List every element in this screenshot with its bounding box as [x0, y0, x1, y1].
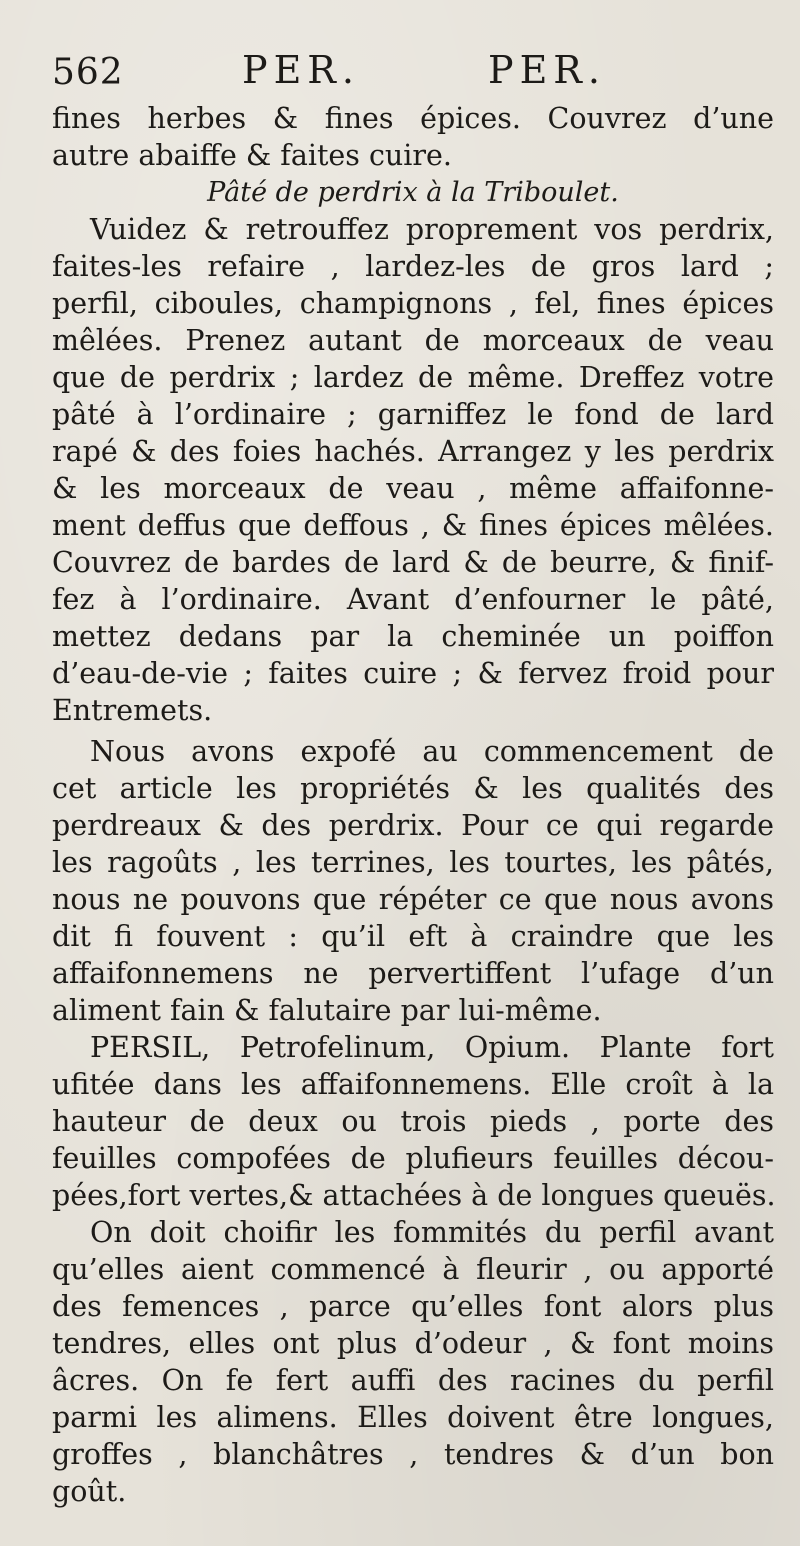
text-line: affaifonnemens ne pervertiffent l’ufage d’un — [52, 957, 774, 990]
text-line: pâté à l’ordinaire ; garniffez le fond de lard — [52, 398, 774, 431]
text-line: tendres, elles ont plus d’odeur , & font moins — [52, 1327, 774, 1360]
text-line: parmi les alimens. Elles doivent être longues, — [52, 1401, 774, 1434]
running-head-right: PER. — [488, 48, 606, 92]
text-line: que de perdrix ; lardez de même. Dreffez votre — [52, 361, 774, 394]
text-line: hauteur de deux ou trois pieds , porte des — [52, 1105, 774, 1138]
text-line: ment deffus que deffous , & fines épices mêlées. — [52, 509, 774, 542]
text-line: fez à l’ordinaire. Avant d’enfourner le pâté, — [52, 583, 774, 616]
text-line: des femences , parce qu’elles font alors plus — [52, 1290, 774, 1323]
text-line: & les morceaux de veau , même affaifonne- — [52, 472, 774, 505]
text-line: groffes , blanchâtres , tendres & d’un bon — [52, 1438, 774, 1471]
running-head-left: PER. — [242, 48, 360, 92]
text-line: pées,fort vertes,& attachées à de longues queuës. — [52, 1179, 776, 1212]
text-line: aliment fain & falutaire par lui-même. — [52, 994, 602, 1027]
text-line: âcres. On fe fert auffi des racines du perfil — [52, 1364, 774, 1397]
text-line: ufitée dans les affaifonnemens. Elle croît à la — [52, 1068, 774, 1101]
text-line: qu’elles aient commencé à fleurir , ou apporté — [52, 1253, 774, 1286]
text-line: nous ne pouvons que répéter ce que nous avons — [52, 883, 774, 916]
text-line: goût. — [52, 1475, 127, 1508]
text-line: mêlées. Prenez autant de morceaux de veau — [52, 324, 774, 357]
text-line: On doit choifir les fommités du perfil avant — [90, 1216, 774, 1249]
page-header — [52, 48, 772, 100]
text-line: d’eau-de-vie ; faites cuire ; & fervez froid pour — [52, 657, 774, 690]
text-line: cet article les propriétés & les qualités des — [52, 772, 774, 805]
text-line: rapé & des foies hachés. Arrangez y les perdrix — [52, 435, 774, 468]
body-text — [52, 100, 774, 1510]
text-line: Vuidez & retrouffez proprement vos perdrix, — [90, 213, 774, 246]
text-line: perdreaux & des perdrix. Pour ce qui regarde — [52, 809, 774, 842]
text-line: Entremets. — [52, 694, 213, 727]
page-number: 562 — [52, 52, 124, 93]
text-line: fines herbes & fines épices. Couvrez d’une — [52, 102, 774, 135]
text-line: perfil, ciboules, champignons , fel, fines épices — [52, 287, 774, 320]
text-line: dit fi fouvent : qu’il eft à craindre que les — [52, 920, 774, 953]
text-line: les ragoûts , les terrines, les tourtes, les pâtés, — [52, 846, 774, 879]
text-line: autre abaiffe & faites cuire. — [52, 139, 452, 172]
entry-heading-line: PERSIL, Petrofelinum, Opium. Plante fort — [90, 1031, 774, 1064]
text-line: Nous avons expofé au commencement de — [90, 735, 774, 768]
text-line: faites-les refaire , lardez-les de gros lard ; — [52, 250, 774, 283]
text-line: feuilles compofées de plufieurs feuilles décou- — [52, 1142, 774, 1175]
recipe-subtitle: Pâté de perdrix à la Triboulet. — [207, 177, 619, 208]
text-line: mettez dedans par la cheminée un poiffon — [52, 620, 774, 653]
text-line: Couvrez de bardes de lard & de beurre, & finif- — [52, 546, 774, 579]
